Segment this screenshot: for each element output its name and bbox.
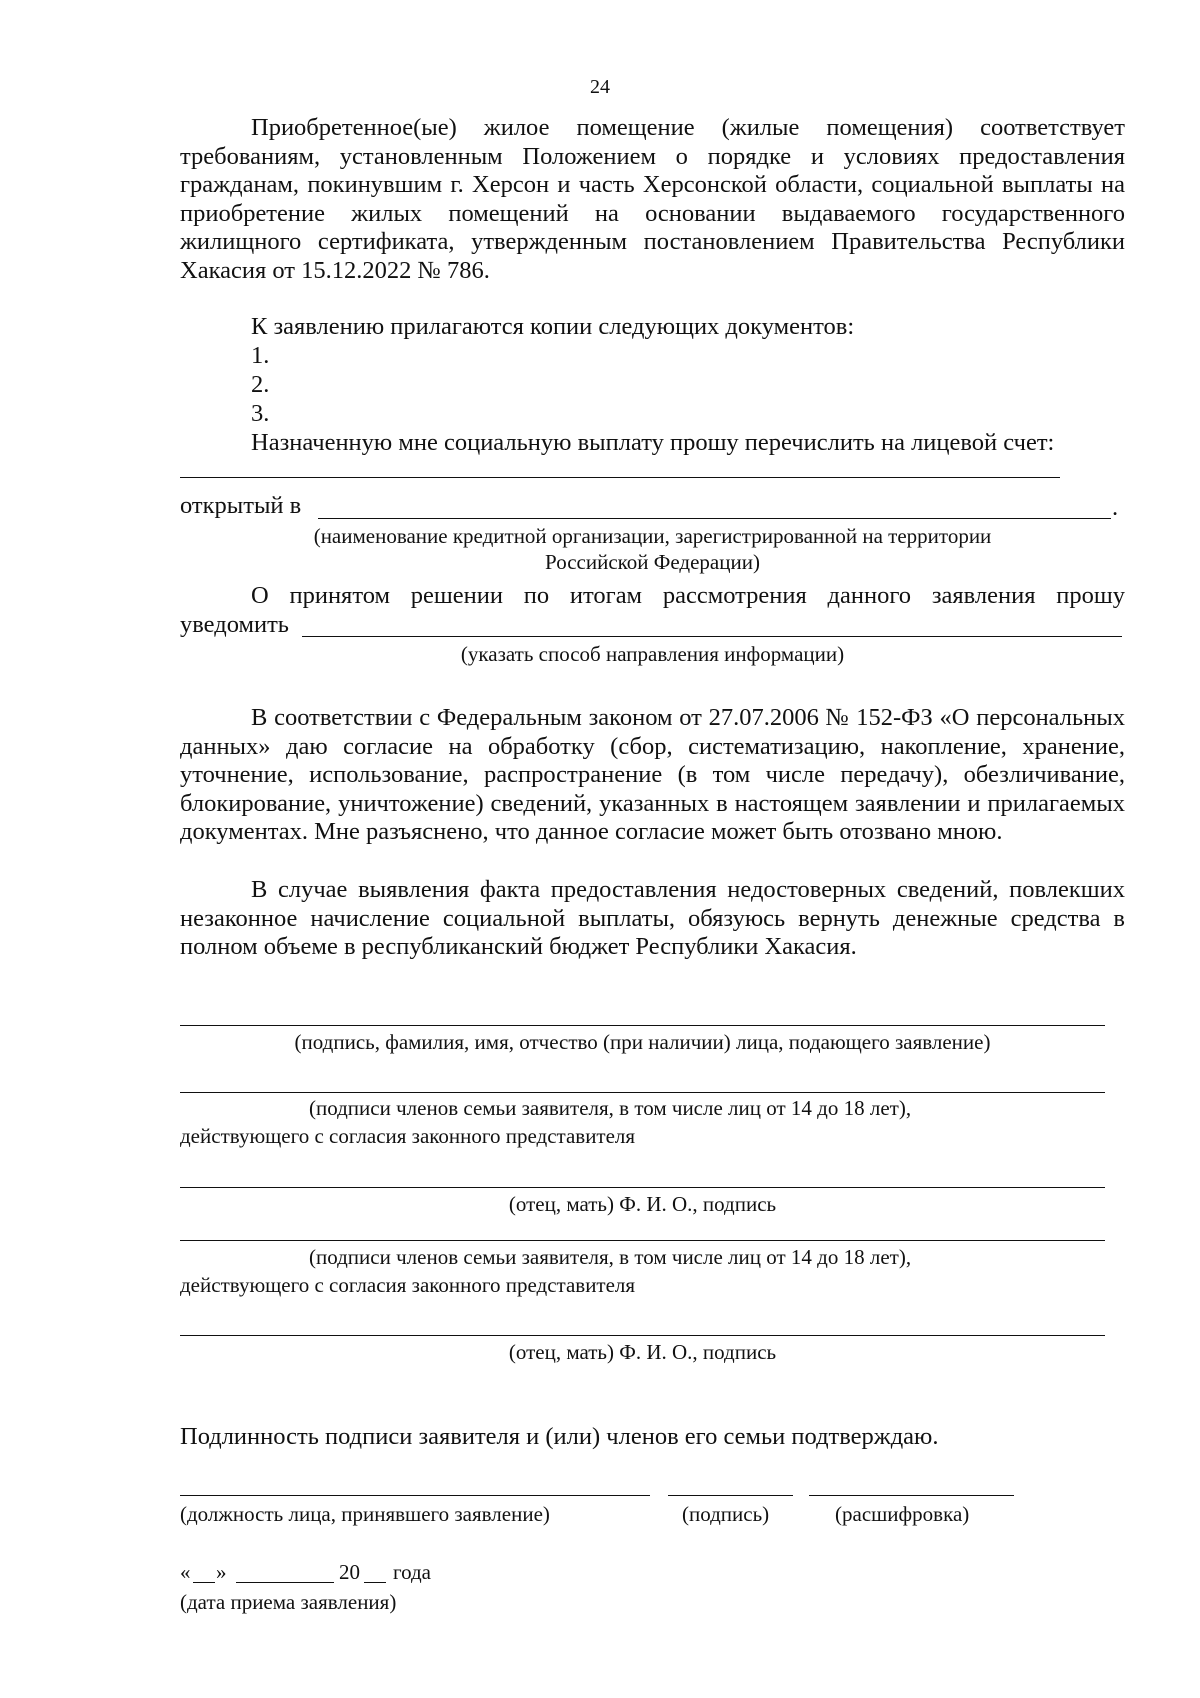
date-caption: (дата приема заявления) [180,1590,397,1614]
parent2-signature-caption: (отец, мать) Ф. И. О., подпись [508,1340,777,1364]
notify-text-line-1: О принятом решении по итогам рассмотрения данного заявления прошу [251,582,1125,609]
date-day-open-quote: « [180,1560,191,1584]
account-number-line [180,477,1060,478]
account-request: Назначенную мне социальную выплату прошу перечислить на лицевой счет: [251,429,1055,456]
attachment-item-3: 3. [251,400,270,427]
signature-caption: (подпись) [682,1502,770,1526]
family2-signature-caption-1: (подписи членов семьи заявителя, в том числе лиц от 14 до 18 лет), [309,1245,912,1269]
notify-caption: (указать способ направления информации) [460,642,845,666]
parent-signature-caption: (отец, мать) Ф. И. О., подпись [508,1192,777,1216]
attachment-item-2: 2. [251,371,270,398]
page-number: 24 [590,76,610,98]
attachment-item-1: 1. [251,342,270,369]
family-signature-line [180,1092,1105,1093]
compliance-paragraph: Приобретенное(ые) жилое помещение (жилые помещения) соответствует требованиям, установленным Положением о порядке и условиях предоставления гражданам, покинувшим г. Херсон и часть Херсонской области, социальной выплаты на приобретение жилых помещений на основании выдаваемого государственного жилищного сертификата, утвержденным постановлением Правительства Республики Хакасия от 15.12.2022 № 786. [180,114,1125,284]
authenticity-statement: Подлинность подписи заявителя и (или) членов его семьи подтверждаю. [180,1423,939,1450]
decoding-line [809,1495,1014,1496]
family-signature-caption-2: действующего с согласия законного представителя [180,1124,636,1148]
date-month-line [236,1582,334,1583]
family-signature-caption-1: (подписи членов семьи заявителя, в том числе лиц от 14 до 18 лет), [309,1096,912,1120]
date-day-line [193,1582,215,1583]
date-year-suffix: года [393,1560,431,1584]
bank-name-line [318,518,1111,519]
family2-signature-line [180,1240,1105,1241]
position-line [180,1495,650,1496]
family2-signature-caption-2: действующего с согласия законного представителя [180,1273,636,1297]
decoding-caption: (расшифровка) [835,1502,970,1526]
bank-caption-1: (наименование кредитной организации, зарегистрированной на территории [313,524,992,548]
signature-line [668,1495,793,1496]
bank-line-period: . [1112,494,1119,521]
notify-text [251,582,1125,611]
position-caption: (должность лица, принявшего заявление) [180,1502,550,1526]
date-year-prefix: 20 [339,1560,360,1584]
applicant-signature-caption: (подпись, фамилия, имя, отчество (при наличии) лица, подающего заявление) [294,1030,991,1054]
notify-label: уведомить [180,611,289,638]
opened-in-label: открытый в [180,492,302,519]
parent-signature-line [180,1187,1105,1188]
attachments-heading: К заявлению прилагаются копии следующих документов: [251,313,855,340]
applicant-signature-line [180,1025,1105,1026]
refund-paragraph: В случае выявления факта предоставления недостоверных сведений, повлекших незаконное начисление социальной выплаты, обязуюсь вернуть денежные средства в полном объеме в республиканский бюджет Республики Хакасия. [180,876,1125,961]
consent-paragraph: В соответствии с Федеральным законом от 27.07.2006 № 152-ФЗ «О персональных данных» даю согласие на обработку (сбор, систематизацию, накопление, хранение, уточнение, использование, распространение (в том числе передачу), обезличивание, блокирование, уничтожение) сведений, указанных в настоящем заявлении и прилагаемых документах. Мне разъяснено, что данное согласие может быть отозвано мною. [180,704,1125,846]
date-day-close-quote: » [216,1560,227,1584]
parent2-signature-line [180,1335,1105,1336]
notify-method-line [302,636,1122,637]
date-year-line [364,1582,386,1583]
bank-caption-2: Российской Федерации) [545,550,760,574]
